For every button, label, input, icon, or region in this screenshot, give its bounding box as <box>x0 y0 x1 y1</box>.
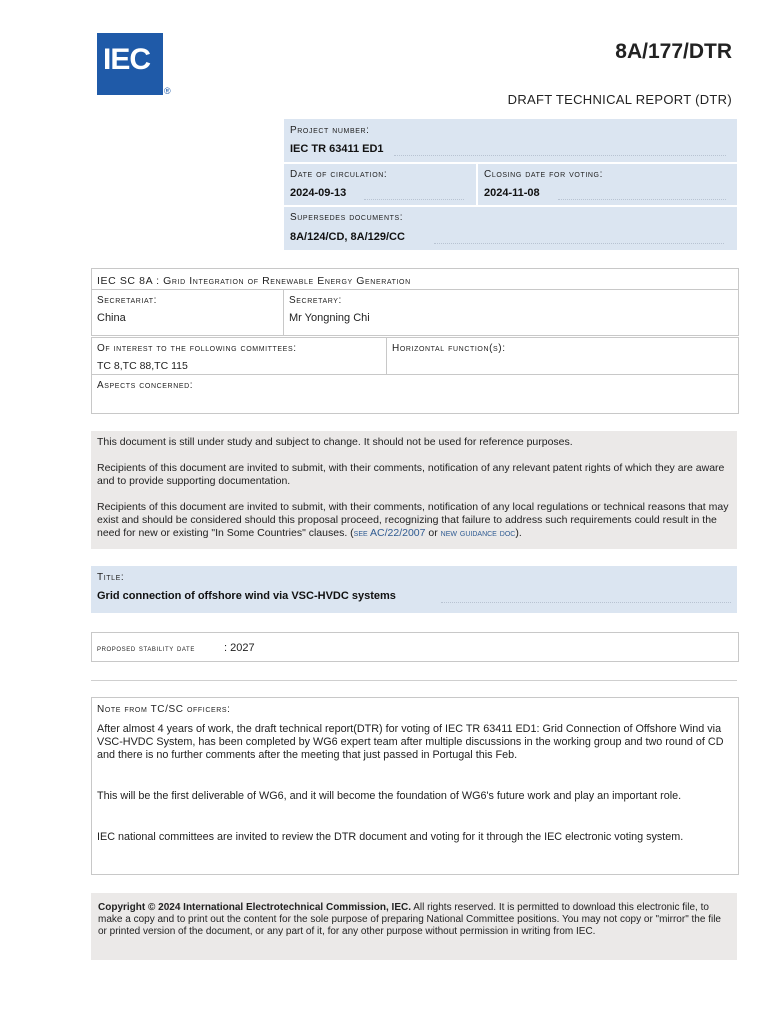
secretary-label: Secretary: <box>289 295 342 306</box>
dotted-line <box>364 199 464 200</box>
notice-end: ). <box>515 527 522 539</box>
notice-paragraph-3-text: Recipients of this document are invited to submit, with their comments, notification of any local regulations or technical reasons that may exist and should be considered should this proposal proceed, recognizing that failure to address such requirements could result in the need for new or existing "In Some Countries" clauses. ( <box>97 501 729 539</box>
dotted-line <box>394 155 726 156</box>
separator-line <box>91 680 737 681</box>
project-number-label: Project number: <box>290 125 370 136</box>
interest-value: TC 8,TC 88,TC 115 <box>97 360 188 372</box>
circulation-date-value: 2024-09-13 <box>290 187 347 199</box>
copyright-bold: Copyright © 2024 International Electrotechnical Commission, IEC. <box>98 902 411 913</box>
stability-date-value: : 2027 <box>224 642 255 654</box>
divider <box>92 289 738 290</box>
copyright-text <box>98 902 730 938</box>
title-block <box>91 566 737 613</box>
interest-table <box>91 337 739 414</box>
project-number-block <box>284 119 737 162</box>
secretary-value: Mr Yongning Chi <box>289 312 370 324</box>
logo-text: IEC <box>103 43 151 76</box>
link-ac-22-2007[interactable]: see AC/22/2007 <box>353 527 426 539</box>
notice-paragraph-2: Recipients of this document are invited to submit, with their comments, notification of any relevant patent rights of which they are aware and to provide supporting documentation. <box>97 462 725 487</box>
supersedes-block <box>284 207 737 250</box>
aspects-label: Aspects concerned: <box>97 380 194 391</box>
horizontal-label: Horizontal function(s): <box>392 343 506 354</box>
circulation-date-label: Date of circulation: <box>290 169 388 180</box>
officers-note-label: Note from TC/SC officers: <box>97 704 231 715</box>
officers-note-paragraph-2: This will be the first deliverable of WG6, and it will become the foundation of WG6's future work and play an important role. <box>97 790 682 802</box>
interest-label: Of interest to the following committees: <box>97 343 297 354</box>
dotted-line <box>434 243 724 244</box>
notice-paragraph-3 <box>97 501 733 540</box>
copyright-block <box>91 893 737 960</box>
link-new-guidance-doc[interactable]: new guidance doc <box>440 527 516 539</box>
title-label: Title: <box>97 572 125 583</box>
circulation-date-block <box>284 164 476 205</box>
document-type: DRAFT TECHNICAL REPORT (DTR) <box>507 92 732 107</box>
officers-note-block <box>91 697 739 875</box>
secretariat-value: China <box>97 312 126 324</box>
committee-table <box>91 268 739 336</box>
officers-note-paragraph-1: After almost 4 years of work, the draft technical report(DTR) for voting of IEC TR 63411 ED1: Grid Connection of Offshore Wind via VSC-HVDC System, has been completed by WG6 expert team after multiple discussions in the working group and two round of CD and there is no further comments after the meeting that just passed in Portugal this Feb. <box>97 723 724 761</box>
divider <box>92 374 738 375</box>
closing-date-label: Closing date for voting: <box>484 169 603 180</box>
supersedes-value: 8A/124/CD, 8A/129/CC <box>290 231 405 243</box>
closing-date-value: 2024-11-08 <box>484 187 540 199</box>
officers-note-paragraph-3: IEC national committees are invited to review the DTR document and voting for it through the IEC electronic voting system. <box>97 831 684 843</box>
project-number-value: IEC TR 63411 ED1 <box>290 143 384 155</box>
notice-block <box>91 431 737 549</box>
stability-date-label: proposed stability date <box>97 643 195 653</box>
closing-date-block <box>478 164 737 205</box>
notice-paragraph-1: This document is still under study and subject to change. It should not be used for reference purposes. <box>97 436 573 448</box>
divider <box>386 338 387 374</box>
title-value: Grid connection of offshore wind via VSC-HVDC systems <box>97 590 396 602</box>
secretariat-label: Secretariat: <box>97 295 157 306</box>
supersedes-label: Supersedes documents: <box>290 212 404 223</box>
dotted-line <box>441 602 731 603</box>
copyright-body: All rights reserved. It is permitted to download this electronic file, to make a copy and to print out the content for the sole purpose of preparing National Committee positions. You may not copy or "mirror" the file or printed version of the document, or any part of it, for any other purpose without permission in writing from IEC. <box>98 902 721 937</box>
dotted-line <box>558 199 726 200</box>
iec-logo <box>97 33 163 95</box>
stability-date-block <box>91 632 739 662</box>
divider <box>283 289 284 335</box>
committee-title: IEC SC 8A : Grid Integration of Renewable Energy Generation <box>97 275 411 287</box>
or-text: or <box>425 527 441 539</box>
document-reference: 8A/177/DTR <box>615 40 732 63</box>
registered-mark: ® <box>164 86 171 96</box>
